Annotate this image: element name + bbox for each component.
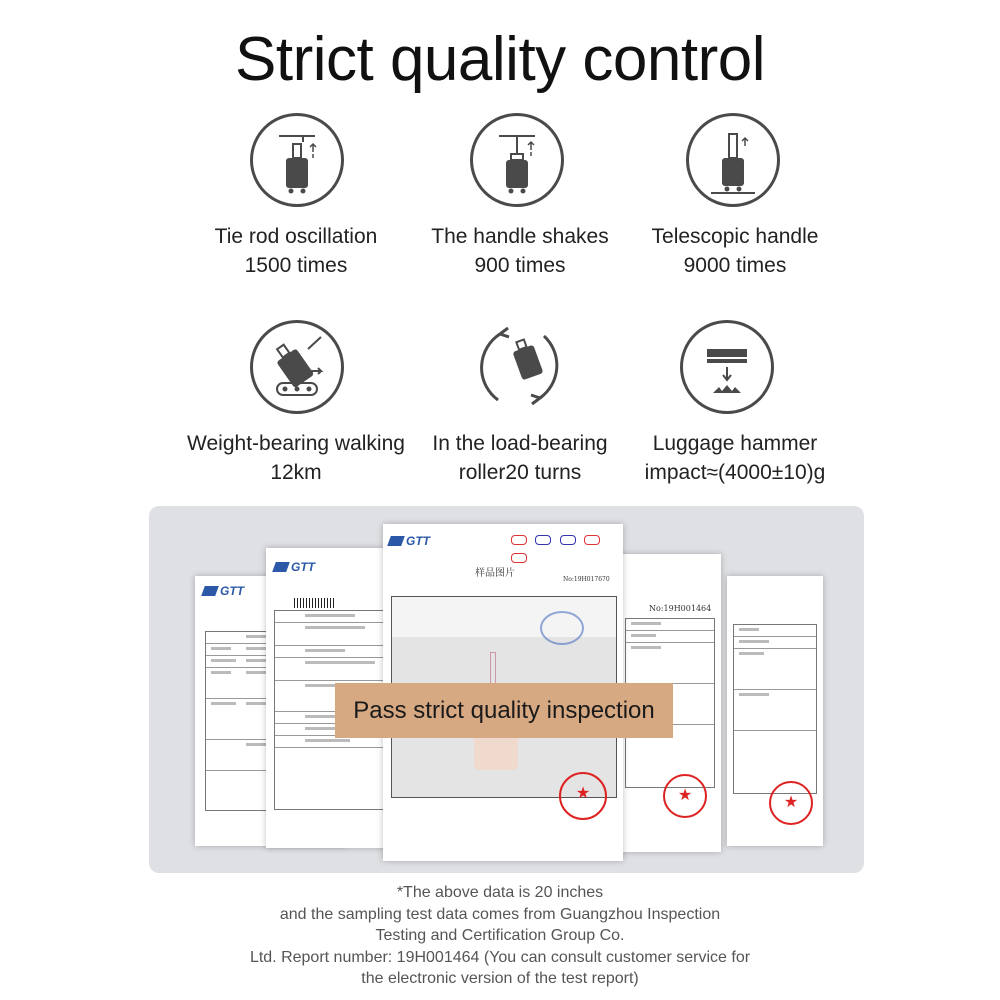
footnote: *The above data is 20 inches and the sampling test data comes from Guangzhou Inspection Testing and Certification Group Co. Ltd. Report number: 19H001464 (You can consult customer service for the electronic version of the test report) [249,884,751,987]
feature-label: The handle shakes 900 times [431,225,609,277]
gtt-logo: GTT [274,560,315,574]
feature-label: In the load-bearing roller20 turns [432,432,608,484]
handle-shake-icon [470,113,564,207]
certification-marks [511,532,611,542]
hammer-impact-icon [680,320,774,414]
feature-label: Luggage hammer impact≈(4000±10)g [644,432,826,484]
page-title: Strict quality control [235,25,765,94]
gtt-logo: GTT [203,584,244,598]
document-heading: 样品图片 [475,568,515,579]
report-number: No:19H001464 [649,604,712,613]
telescopic-handle-icon [686,113,780,207]
gtt-logo: GTT [389,534,430,548]
feature-label: Telescopic handle 9000 times [651,225,819,277]
barcode [294,598,334,608]
inspection-banner: Pass strict quality inspection [335,683,673,738]
report-document [727,576,823,846]
feature-label: Weight-bearing walking 12km [187,432,405,484]
load-bearing-roller-icon [470,316,570,416]
official-stamp [663,774,707,818]
tie-rod-oscillation-icon [250,113,344,207]
official-stamp [559,772,607,820]
official-stamp [769,781,813,825]
weight-bearing-walking-icon [250,320,344,414]
feature-label: Tie rod oscillation 1500 times [214,225,378,277]
report-number: No:19H017670 [563,576,610,583]
